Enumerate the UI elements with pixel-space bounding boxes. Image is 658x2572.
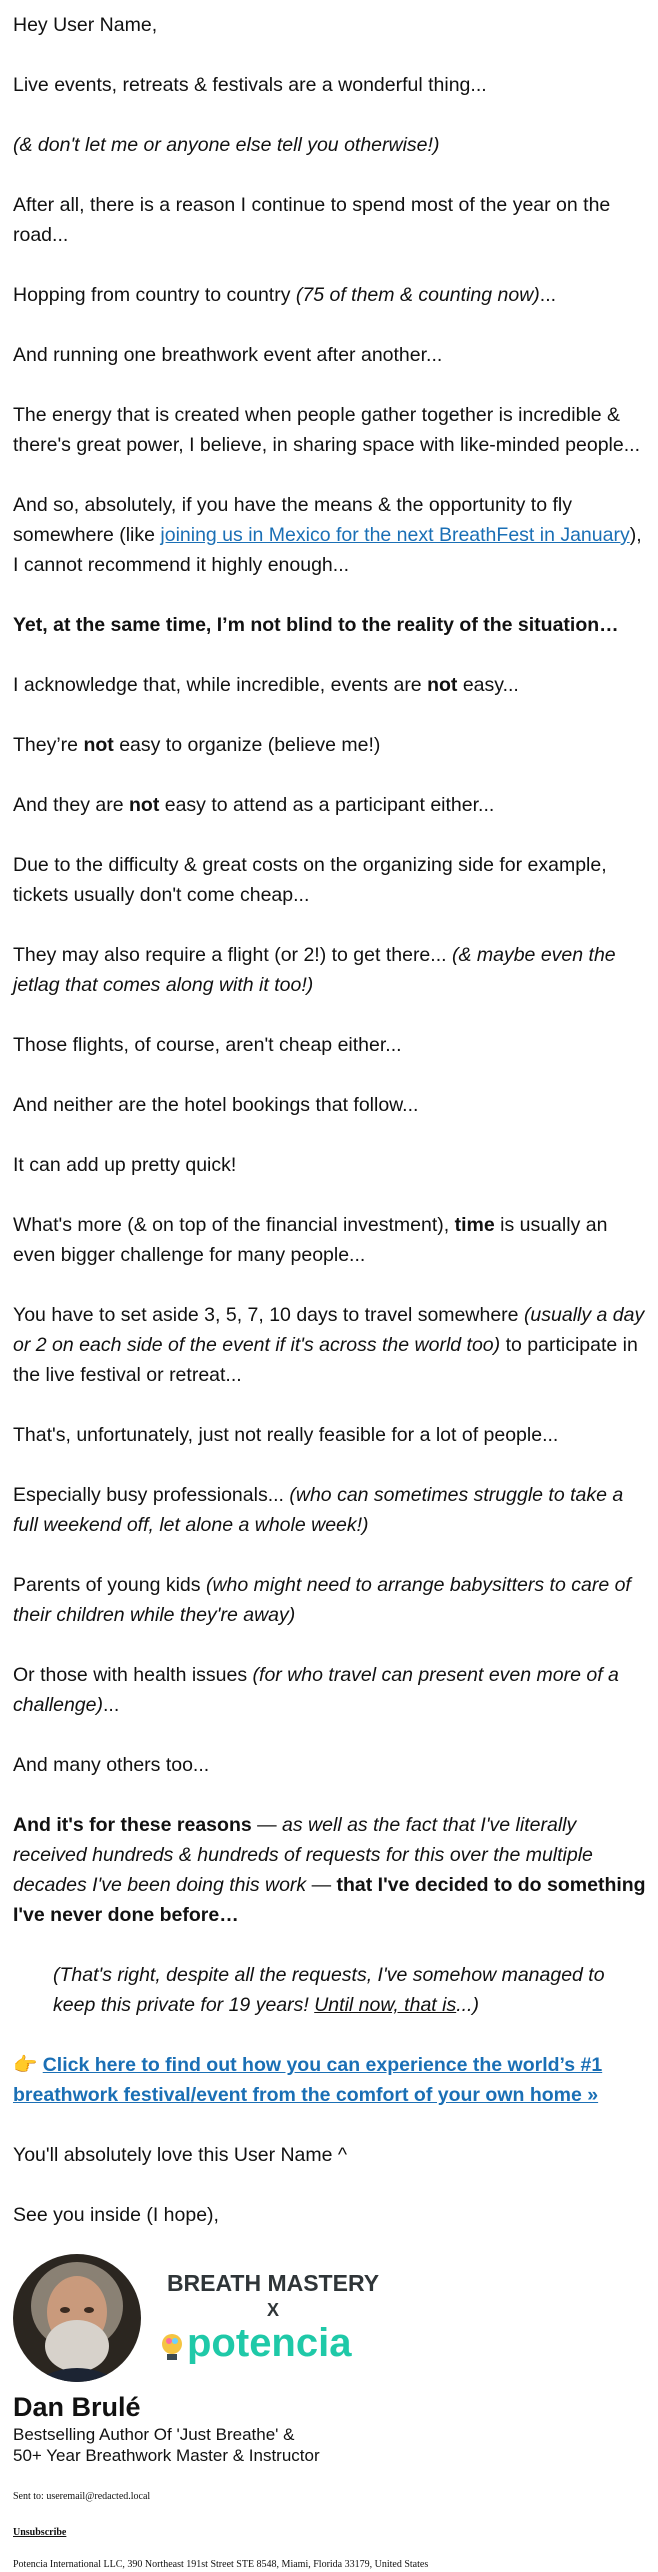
signature-banner xyxy=(13,2254,648,2382)
pointing-hand-icon: 👉 xyxy=(13,2054,38,2076)
paragraph: And running one breathwork event after another... xyxy=(13,344,443,366)
paragraph: And it's for these reasons — as well as the fact that I've literally received hundreds & hundreds of requests for this over the multiple decades I've been doing this work — that I've decided to do something I've never done before… xyxy=(13,1814,646,1926)
paragraph: Those flights, of course, aren't cheap either... xyxy=(13,1034,402,1056)
paragraph: They may also require a flight (or 2!) to get there... (& maybe even the jetlag that comes along with it too!) xyxy=(13,944,616,996)
author-portrait-image xyxy=(13,2254,141,2382)
paragraph: And neither are the hotel bookings that follow... xyxy=(13,1094,419,1116)
paragraph: (& don't let me or anyone else tell you otherwise!) xyxy=(13,134,440,156)
author-name: Dan Brulé xyxy=(13,2392,141,2422)
author-title-line-1: Bestselling Author Of 'Just Breathe' & xyxy=(13,2425,295,2444)
paragraph: Hopping from country to country (75 of them & counting now)... xyxy=(13,284,557,306)
author-title-line-2: 50+ Year Breathwork Master & Instructor xyxy=(13,2446,320,2465)
paragraph: That's, unfortunately, just not really feasible for a lot of people... xyxy=(13,1424,559,1446)
signature xyxy=(13,2254,648,2466)
paragraph: And many others too... xyxy=(13,1754,210,1776)
svg-text:potencia: potencia xyxy=(187,2320,352,2364)
breathfest-mexico-link[interactable]: joining us in Mexico for the next BreathFest in January xyxy=(160,524,630,546)
paragraph: After all, there is a reason I continue to spend most of the year on the road... xyxy=(13,194,611,246)
cta-paragraph xyxy=(13,2050,648,2110)
breath-mastery-potencia-logo xyxy=(159,2264,389,2373)
paragraph: You'll absolutely love this User Name ^ xyxy=(13,2144,348,2166)
sign-off: See you inside (I hope), xyxy=(13,2204,219,2226)
svg-text:X: X xyxy=(266,2299,280,2320)
paragraph: And they are not easy to attend as a participant either... xyxy=(13,794,495,816)
paragraph: Due to the difficulty & great costs on the organizing side for example, tickets usually don't come cheap... xyxy=(13,854,607,906)
email-footer xyxy=(13,2490,648,2572)
logo-graphic xyxy=(159,2264,389,2364)
paragraph: They’re not easy to organize (believe me!) xyxy=(13,734,381,756)
unsubscribe-link[interactable]: Unsubscribe xyxy=(13,2527,67,2538)
paragraph: Or those with health issues (for who travel can present even more of a challenge)... xyxy=(13,1664,619,1716)
svg-text:BREATH MASTERY: BREATH MASTERY xyxy=(166,2269,380,2296)
paragraph: The energy that is created when people gather together is incredible & there's great power, I believe, in sharing space with like-minded people... xyxy=(13,404,640,456)
author-photo xyxy=(13,2254,141,2382)
lightbulb-icon xyxy=(162,2334,182,2360)
company-address: Potencia International LLC, 390 Northeast 191st Street STE 8548, Miami, Florida 33179, United States xyxy=(13,2559,429,2570)
paragraph: You have to set aside 3, 5, 7, 10 days to travel somewhere (usually a day or 2 on each side of the event if it's across the world too) to participate in the live festival or retreat... xyxy=(13,1304,645,1386)
paragraph: What's more (& on top of the financial investment), time is usually an even bigger challenge for many people... xyxy=(13,1214,608,1266)
paragraph: And so, absolutely, if you have the means & the opportunity to fly somewhere (like joining us in Mexico for the next BreathFest in January), I cannot recommend it highly enough... xyxy=(13,494,642,576)
quote-block: (That's right, despite all the requests, I've somehow managed to keep this private for 19 years! Until now, that is...) xyxy=(53,1964,605,2016)
paragraph: Live events, retreats & festivals are a wonderful thing... xyxy=(13,74,487,96)
paragraph: Parents of young kids (who might need to arrange babysitters to care of their children while they're away) xyxy=(13,1574,631,1626)
cta-link[interactable]: Click here to find out how you can experience the world’s #1 breathwork festival/event from the comfort of your own home » xyxy=(13,2054,603,2106)
paragraph: Yet, at the same time, I’m not blind to the reality of the situation… xyxy=(13,614,619,636)
paragraph: It can add up pretty quick! xyxy=(13,1154,237,1176)
greeting: Hey User Name, xyxy=(13,14,158,36)
paragraph: I acknowledge that, while incredible, events are not easy... xyxy=(13,674,519,696)
paragraph: Especially busy professionals... (who can sometimes struggle to take a full weekend off, let alone a whole week!) xyxy=(13,1484,624,1536)
sent-to-text: Sent to: useremail@redacted.local xyxy=(13,2491,151,2502)
